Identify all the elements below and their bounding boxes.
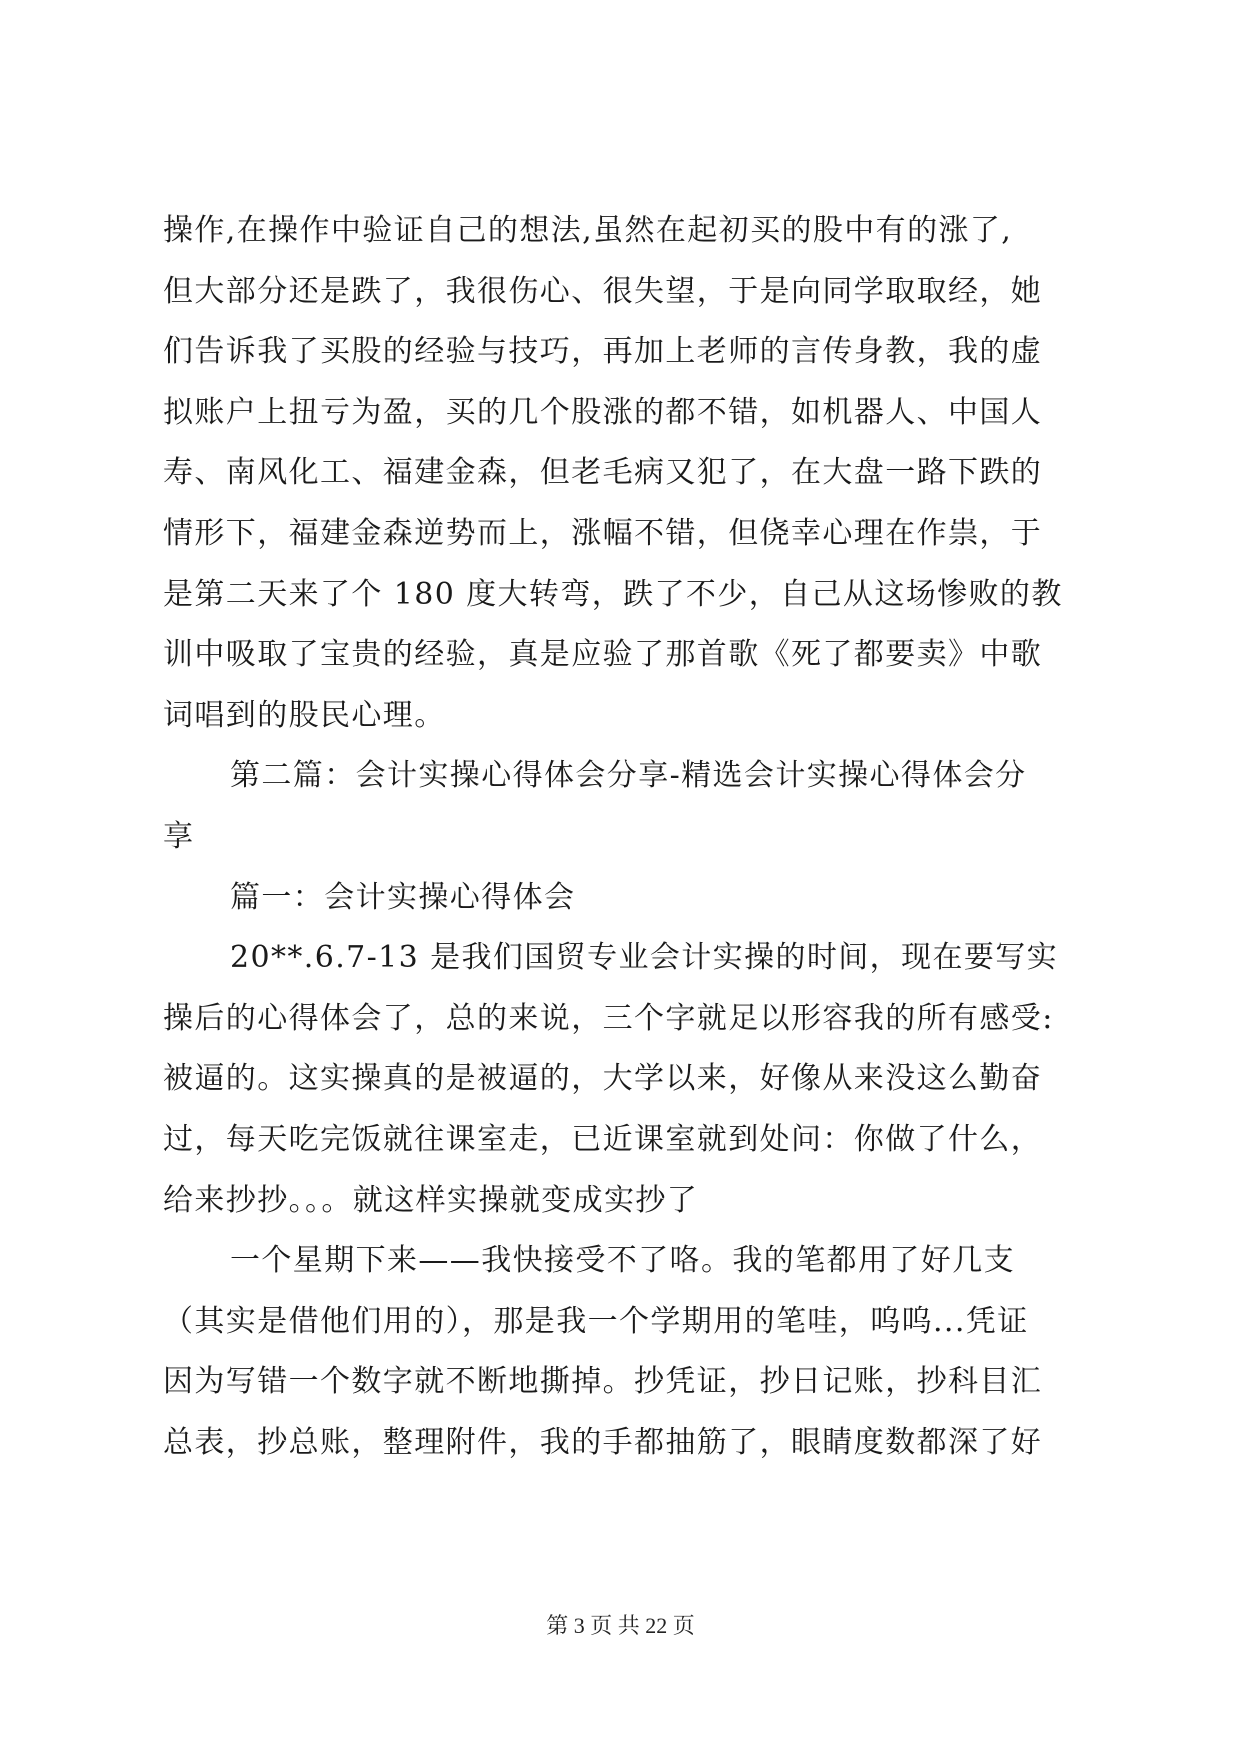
text-line: 们告诉我了买股的经验与技巧，再加上老师的言传身教，我的虚: [163, 334, 1043, 370]
text-line: 因为写错一个数字就不断地撕掉。抄凭证，抄日记账，抄科目汇: [163, 1364, 1043, 1400]
section-heading-continued: 享: [163, 818, 195, 854]
text-line: 拟账户上扭亏为盈，买的几个股涨的都不错，如机器人、中国人: [163, 394, 1043, 430]
text-line: 被逼的。这实操真的是被逼的，大学以来，好像从来没这么勤奋: [163, 1061, 1043, 1097]
text-line: 寿、南风化工、福建金森，但老毛病又犯了，在大盘一路下跌的: [163, 455, 1043, 491]
text-line: 是第二天来了个 180 度大转弯，跌了不少，自己从这场惨败的教: [163, 576, 1063, 612]
text-line: 词唱到的股民心理。: [163, 697, 446, 733]
text-line: 但大部分还是跌了，我很伤心、很失望，于是向同学取取经，她: [163, 273, 1043, 309]
text-line: 训中吸取了宝贵的经验，真是应验了那首歌《死了都要卖》中歌: [163, 637, 1043, 673]
text-line: 给来抄抄。。。就这样实操就变成实抄了: [163, 1182, 699, 1218]
text-line: 过，每天吃完饭就往课室走，已近课室就到处问：你做了什么，: [163, 1121, 1043, 1157]
document-body: [163, 201, 1083, 1473]
text-line: 操作,在操作中验证自己的想法,虽然在起初买的股中有的涨了,: [163, 213, 1013, 248]
subsection-heading: 篇一：会计实操心得体会: [230, 879, 576, 915]
text-line: （其实是借他们用的），那是我一个学期用的笔哇，呜呜...凭证: [163, 1303, 1029, 1339]
text-line: 一个星期下来——我快接受不了咯。我的笔都用了好几支: [230, 1243, 1015, 1279]
text-line: 20**.6.7-13 是我们国贸专业会计实操的时间，现在要写实: [230, 940, 1059, 976]
text-line: 总表，抄总账，整理附件，我的手都抽筋了，眼睛度数都深了好: [163, 1424, 1043, 1460]
page-footer: 第 3 页 共 22 页: [546, 1613, 695, 1638]
section-heading: 第二篇：会计实操心得体会分享-精选会计实操心得体会分: [230, 758, 1027, 794]
text-line: 操后的心得体会了，总的来说，三个字就足以形容我的所有感受:: [163, 1000, 1054, 1036]
text-line: 情形下，福建金森逆势而上，涨幅不错，但侥幸心理在作祟，于: [163, 515, 1043, 551]
